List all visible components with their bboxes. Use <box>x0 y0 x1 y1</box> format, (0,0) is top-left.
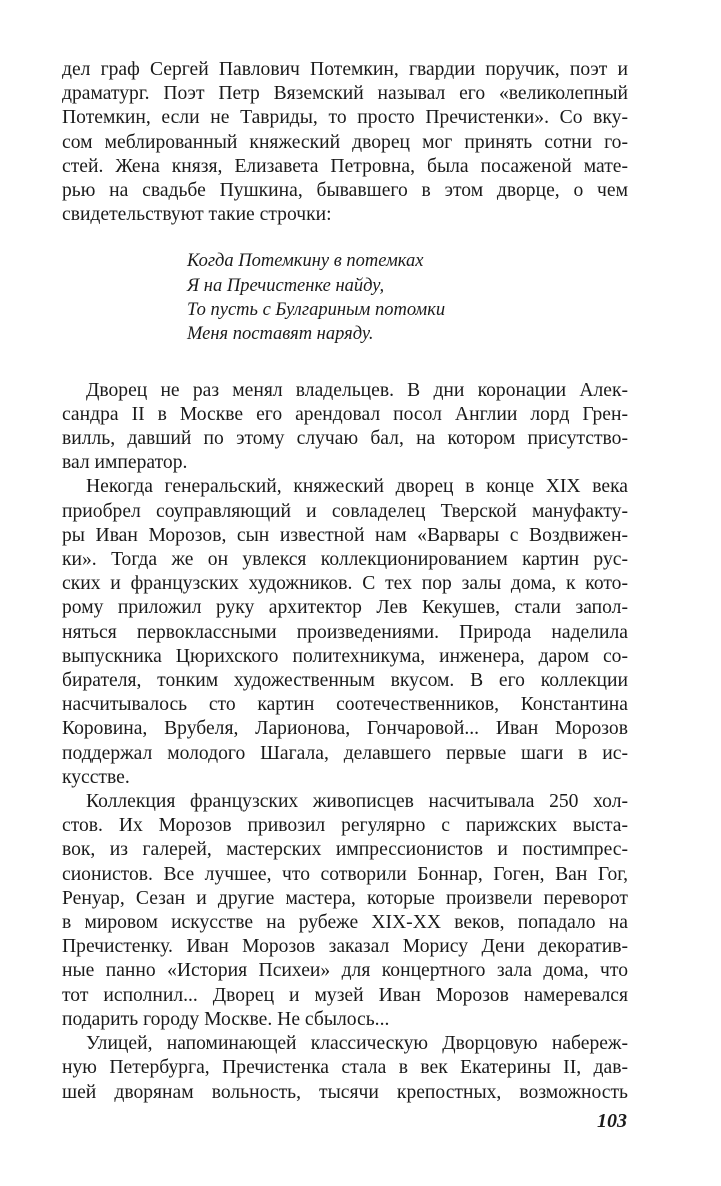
poem-line: Когда Потемкину в потемках <box>187 251 424 272</box>
poem-line: То пусть с Булгариным потомки <box>187 300 446 321</box>
text-line: Ренуар, Сезан и другие мастера, которые произвели переворот <box>62 887 628 909</box>
text-line: Коровина, Врубеля, Ларионова, Гончаровой... Иван Морозов <box>62 718 628 740</box>
text-line: сандра II в Москве его арендовал посол Англии лорд Грен- <box>62 403 628 425</box>
text-line: Коллекция французских живописцев насчитывала 250 хол- <box>86 791 628 813</box>
text-line: ки». Тогда же он увлекся коллекционированием картин рус- <box>62 549 628 571</box>
text-line: няться первоклассными произведениями. Природа наделила <box>62 621 628 643</box>
text-line: бирателя, тонким художественным вкусом. В его коллекции <box>62 670 628 692</box>
page-body <box>62 58 628 1105</box>
text-line: насчитывалось сто картин соотечественников, Константина <box>62 694 628 716</box>
text-line: шей дворянам вольность, тысячи крепостных, возможность <box>62 1081 628 1103</box>
text-line: ских и французских художников. С тех пор залы дома, к кото- <box>62 573 628 595</box>
poem-line: Я на Пречистенке найду, <box>187 275 385 296</box>
text-line: стей. Жена князя, Елизавета Петровна, была посаженой мате- <box>62 155 628 177</box>
text-line: вилль, давший по этому случаю бал, на котором присутство- <box>62 428 628 450</box>
paragraph-collection <box>62 790 628 1032</box>
text-line: приобрел соуправляющий и совладелец Тверской мануфакту- <box>62 500 628 522</box>
text-line: Пречистенку. Иван Морозов заказал Морису Дени декоратив- <box>62 936 628 958</box>
text-line: сом меблированный княжеский дворец мог принять сотни го- <box>62 131 628 153</box>
text-line: ные панно «История Психеи» для концертного зала дома, что <box>62 960 628 982</box>
text-line: тот исполнил... Дворец и музей Иван Морозов намеревался <box>62 984 628 1006</box>
text-line: поддержал молодого Шагала, делавшего первые шаги в ис- <box>62 742 628 764</box>
text-line: выпускника Цюрихского политехникума, инженера, даром со- <box>62 645 628 667</box>
poem-quote <box>62 249 628 346</box>
text-line: Дворец не раз менял владельцев. В дни коронации Алек- <box>86 379 628 401</box>
text-line: ную Петербурга, Пречистенка стала в век Екатерины II, дав- <box>62 1057 628 1079</box>
text-line: стов. Их Морозов привозил регулярно с парижских выста- <box>62 815 628 837</box>
text-line: Некогда генеральский, княжеский дворец в конце XIX века <box>86 476 628 498</box>
text-line: сионистов. Все лучшее, что сотворили Боннар, Гоген, Ван Гог, <box>62 863 628 885</box>
text-line: кусстве. <box>62 766 130 788</box>
text-line: вок, из галерей, мастерских импрессионистов и постимпрес- <box>62 839 628 861</box>
text-line: подарить городу Москве. Не сбылось... <box>62 1008 390 1030</box>
poem-line: Меня поставят наряду. <box>187 324 374 345</box>
text-line: рому приложил руку архитектор Лев Кекушев, стали запол- <box>62 597 628 619</box>
text-line: Улицей, напоминающей классическую Дворцовую набереж- <box>86 1033 628 1055</box>
paragraph-owners <box>62 379 628 476</box>
text-line: дел граф Сергей Павлович Потемкин, гвардии поручик, поэт и <box>62 59 628 80</box>
paragraph-street <box>62 1032 628 1105</box>
text-line: ры Иван Морозов, сын известной нам «Варвары с Воздвижен- <box>62 524 628 546</box>
text-line: Потемкин, если не Тавриды, то просто Пречистенки». Со вку- <box>62 107 628 129</box>
text-line: рью на свадьбе Пушкина, бывавшего в этом дворце, о чем <box>62 180 628 202</box>
page-number: 103 <box>597 1110 627 1132</box>
intro-paragraph <box>62 58 628 227</box>
text-line: драматург. Поэт Петр Вяземский называл его «великолепный <box>62 83 628 105</box>
text-line: в мировом искусстве на рубеже XIX-XX веков, попадало на <box>62 912 628 934</box>
text-line: свидетельствуют такие строчки: <box>62 204 332 226</box>
paragraph-morozov <box>62 475 628 790</box>
text-line: вал император. <box>62 452 188 474</box>
